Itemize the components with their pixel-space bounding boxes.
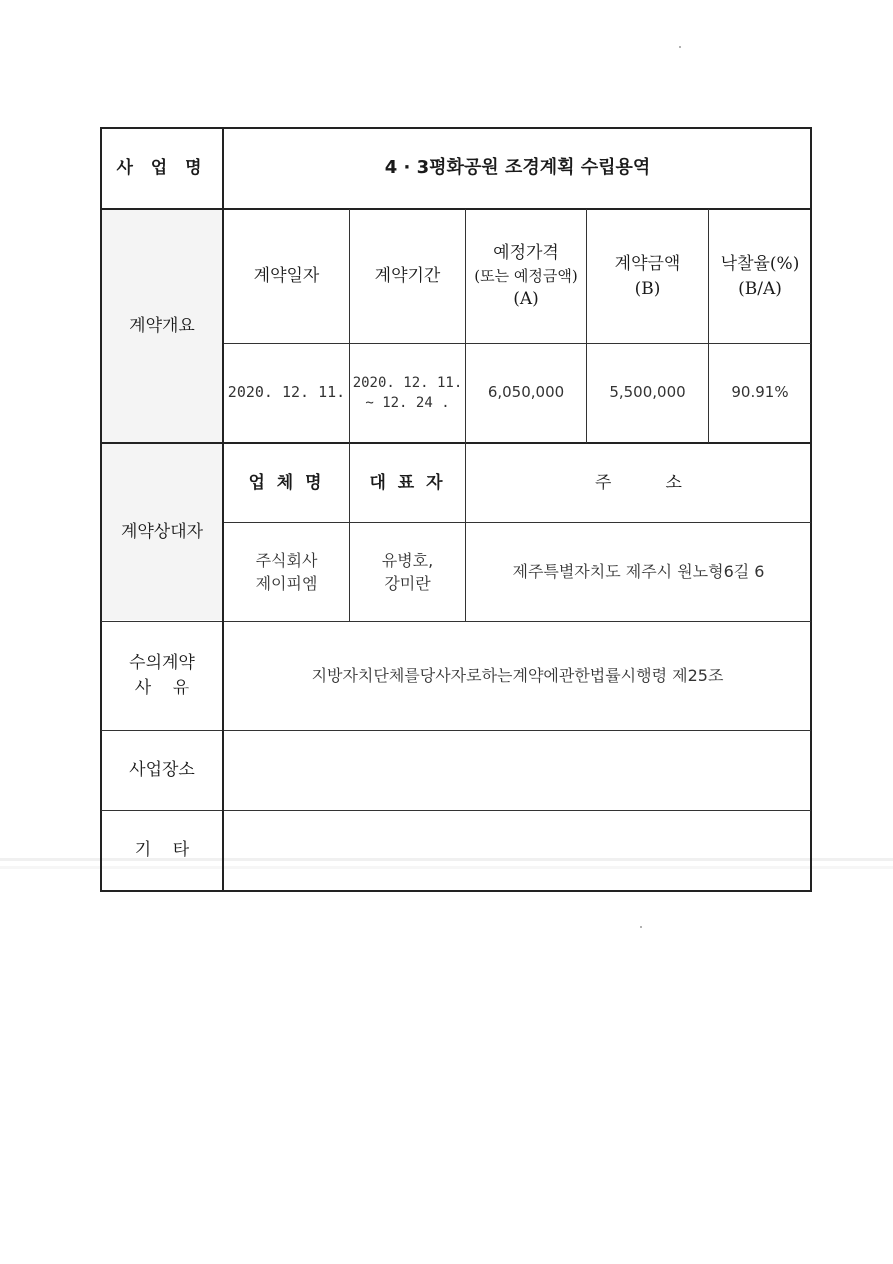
counterparty-label-text: 계약상대자: [120, 522, 204, 543]
value-address-text: 제주특별자치도 제주시 원노형6길 6: [512, 562, 765, 582]
header-representative-text: 대 표 자: [369, 472, 446, 493]
business-location-value: [224, 731, 811, 810]
value-address: [466, 523, 811, 621]
header-bid-rate-line2: (B/A): [738, 278, 782, 299]
etc-value: [224, 811, 811, 890]
business-location-label: [102, 731, 222, 810]
contract-overview-label-text: 계약개요: [129, 315, 195, 336]
counterparty-label: [102, 444, 222, 621]
header-contract-amount-line2: (B): [634, 278, 661, 299]
project-name-label: [102, 129, 222, 208]
header-estimated-price-line2: (또는 예정금액): [474, 266, 578, 285]
value-contract-period-line2: ~ 12. 24 .: [365, 395, 450, 411]
header-contract-period: [350, 210, 465, 343]
header-contract-date-text: 계약일자: [253, 266, 320, 287]
header-estimated-price-line3: (A): [513, 289, 539, 310]
value-representative-line1: 유병호,: [381, 550, 434, 570]
header-company: [224, 444, 349, 522]
header-contract-amount: [587, 210, 708, 343]
scan-speck: [679, 46, 681, 48]
header-representative: [350, 444, 465, 522]
header-contract-period-text: 계약기간: [374, 266, 441, 287]
header-contract-amount-line1: 계약금액: [614, 253, 681, 274]
value-contract-date: [224, 344, 349, 442]
value-bid-rate-text: 90.91%: [731, 383, 789, 402]
project-title: [224, 129, 811, 208]
scan-speck: [640, 926, 642, 928]
reason-label-line1: 수의계약: [129, 653, 195, 674]
contract-overview-label: [102, 210, 222, 442]
value-contract-amount-text: 5,500,000: [609, 383, 686, 402]
value-company-line2: 제이피엠: [255, 574, 318, 593]
project-name-label-text: 사 업 명: [116, 158, 208, 179]
header-bid-rate: [709, 210, 811, 343]
value-bid-rate: [709, 344, 811, 442]
value-contract-date-text: 2020. 12. 11.: [227, 383, 346, 402]
value-contract-period: [350, 344, 465, 442]
business-location-label-text: 사업장소: [129, 760, 195, 781]
etc-label-text: 기 타: [134, 840, 190, 861]
header-address: [466, 444, 811, 522]
etc-label: [102, 811, 222, 890]
value-contract-period-line1: 2020. 12. 11.: [352, 374, 463, 391]
header-estimated-price: [466, 210, 586, 343]
reason-text-value: 지방자치단체를당사자로하는계약에관한법률시행령 제25조: [311, 666, 724, 686]
value-company: [224, 523, 349, 621]
value-representative-line2: 강미란: [384, 574, 431, 593]
header-contract-date: [224, 210, 349, 343]
value-contract-amount: [587, 344, 708, 442]
header-estimated-price-line1: 예정가격: [493, 242, 559, 263]
header-bid-rate-line1: 낙찰율(%): [720, 253, 800, 274]
value-estimated-price: [466, 344, 586, 442]
reason-text: [224, 622, 811, 730]
value-company-line1: 주식회사: [255, 550, 318, 570]
header-address-text: 주 소: [595, 472, 682, 493]
reason-label-line2: 사 유: [134, 678, 190, 698]
reason-label: [102, 622, 222, 730]
project-title-text: 4 · 3평화공원 조경계획 수립용역: [384, 157, 651, 179]
header-company-text: 업 체 명: [248, 472, 325, 493]
value-estimated-price-text: 6,050,000: [487, 383, 565, 402]
value-representative: [350, 523, 465, 621]
